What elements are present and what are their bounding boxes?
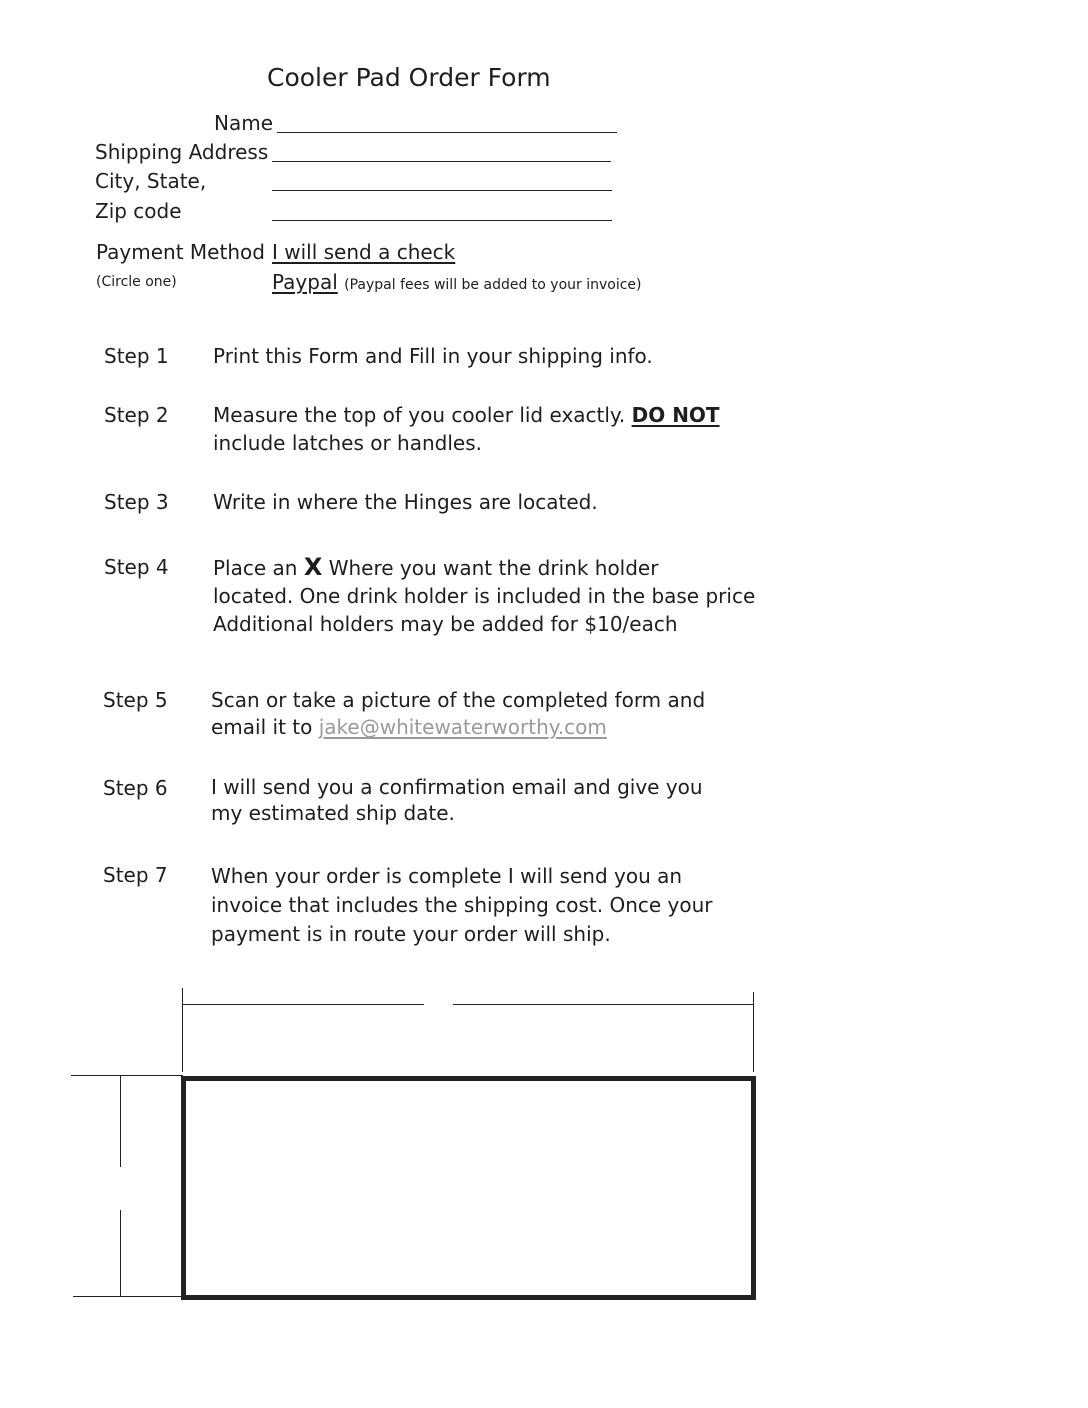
shipping-address-input-line[interactable] <box>272 161 611 162</box>
step-2-text-a: Measure the top of you cooler lid exactly. <box>213 403 626 427</box>
payment-method-label: Payment Method <box>96 240 265 264</box>
step-6-line-2: my estimated ship date. <box>211 801 455 825</box>
step-6-label: Step 6 <box>103 776 168 800</box>
payment-option-paypal-row <box>272 270 642 294</box>
step-2-label: Step 2 <box>104 403 169 427</box>
step-4-line-2: located. One drink holder is included in the base price <box>213 584 756 608</box>
step-6-text <box>211 774 771 826</box>
step-7-line-1: When your order is complete I will send you an <box>211 864 683 888</box>
zip-code-label: Zip code <box>95 199 182 223</box>
payment-option-paypal[interactable]: Paypal <box>272 270 338 294</box>
step-4-text-b: Where you want the drink holder <box>328 556 659 580</box>
shipping-address-label: Shipping Address <box>95 140 269 164</box>
city-state-label: City, State, <box>95 169 207 193</box>
x-mark: X <box>303 553 323 581</box>
name-input-line[interactable] <box>277 132 617 133</box>
step-1-text: Print this Form and Fill in your shipping info. <box>213 344 653 368</box>
email-link[interactable]: jake@whitewaterworthy.com <box>318 715 607 739</box>
step-7-line-2: invoice that includes the shipping cost. Once your <box>211 893 713 917</box>
depth-dimension-line-bottom <box>120 1210 121 1296</box>
do-not-emphasis: DO NOT <box>631 403 720 427</box>
depth-extension-line-bottom <box>73 1296 183 1297</box>
step-5-line-2-a: email it to <box>211 715 313 739</box>
step-5-line-1: Scan or take a picture of the completed form and <box>211 688 706 712</box>
step-5-label: Step 5 <box>103 688 168 712</box>
circle-one-note: (Circle one) <box>96 274 177 290</box>
step-2-text <box>213 401 773 457</box>
step-4-label: Step 4 <box>104 555 169 579</box>
zip-code-input-line[interactable] <box>272 220 612 221</box>
step-6-line-1: I will send you a confirmation email and give you <box>211 775 703 799</box>
step-7-label: Step 7 <box>103 863 168 887</box>
name-label: Name <box>214 111 274 135</box>
depth-dimension-line-top <box>120 1076 121 1167</box>
step-7-line-3: payment is in route your order will ship. <box>211 922 611 946</box>
payment-option-check[interactable]: I will send a check <box>272 240 456 264</box>
width-dimension-line-right <box>453 1004 753 1005</box>
city-state-input-line[interactable] <box>272 190 612 191</box>
width-extension-line-left <box>182 988 183 1072</box>
step-1-label: Step 1 <box>104 344 169 368</box>
depth-extension-line-top <box>71 1075 183 1076</box>
step-4-line-3: Additional holders may be added for $10/each <box>213 612 678 636</box>
step-5-text <box>211 687 771 741</box>
paypal-fee-note: (Paypal fees will be added to your invoice) <box>344 277 642 293</box>
lid-outline[interactable] <box>181 1076 756 1300</box>
step-4-text-a: Place an <box>213 556 298 580</box>
step-4-text <box>213 553 773 638</box>
step-2-text-b: include latches or handles. <box>213 431 482 455</box>
width-extension-line-right <box>753 992 754 1072</box>
step-3-label: Step 3 <box>104 490 169 514</box>
step-7-text <box>211 862 771 949</box>
step-3-text: Write in where the Hinges are located. <box>213 490 598 514</box>
width-dimension-line-left <box>182 1004 424 1005</box>
form-title: Cooler Pad Order Form <box>267 63 551 92</box>
